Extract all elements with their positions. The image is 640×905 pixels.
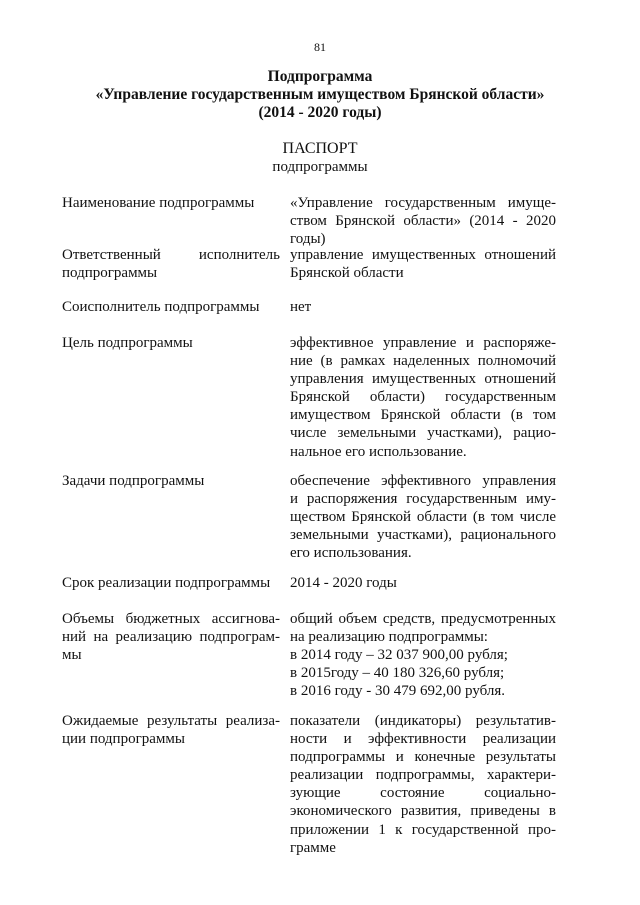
row-label: Ожидаемые результаты реализа- ции подпрограммы [62, 713, 280, 748]
row-label: Наименование подпрограммы [62, 195, 255, 211]
row-value: «Управление государственным имуще- ством Брянской области» (2014 - 2020 годы) [290, 195, 556, 248]
page-number: 81 [314, 40, 326, 54]
subprogram-name: «Управление государственным имуществом Брянской области» [95, 86, 545, 103]
row-value: обеспечение эффективного управления и распоряжения государственным иму- ществом Брянской области (в том числе земельными участками), рационального его использования. [290, 473, 556, 562]
row-value: показатели (индикаторы) результатив- ности и эффективности реализации подпрограммы и конечные результаты реализации подпрограммы, характери- зующие состояние социально- экономического развития, приведены в приложении 1 к государственной про- грамме [290, 713, 556, 856]
row-value: 2014 - 2020 годы [290, 575, 397, 591]
row-label: Ответственный исполнитель подпрограммы [62, 247, 280, 282]
subprogram-years: (2014 - 2020 годы) [258, 104, 382, 121]
row-value: управление имущественных отношений Брянской области [290, 247, 556, 282]
row-label: Объемы бюджетных ассигнова- ний на реализацию подпрограм- мы [62, 611, 280, 664]
row-label: Цель подпрограммы [62, 335, 193, 351]
row-label: Задачи подпрограммы [62, 473, 205, 489]
row-label: Соисполнитель подпрограммы [62, 299, 260, 315]
row-value: эффективное управление и распоряже- ние (в рамках наделенных полномочий управления имущественных отношений Брянской области) государственным имуществом Брянской области (в том числе земельными участками), рацио- нальное его использование. [290, 335, 556, 460]
passport-title: ПАСПОРТ [282, 140, 358, 157]
subprogram-heading: Подпрограмма [267, 68, 373, 85]
row-value: нет [290, 299, 312, 315]
passport-subtitle: подпрограммы [272, 159, 368, 175]
row-value: общий объем средств, предусмотренных на реализацию подпрограммы: в 2014 году – 32 037 900,00 рубля; в 2015году – 40 180 326,60 рубля; в 2016 году - 30 479 692,00 рубля. [290, 611, 556, 700]
row-label: Срок реализации подпрограммы [62, 575, 271, 591]
